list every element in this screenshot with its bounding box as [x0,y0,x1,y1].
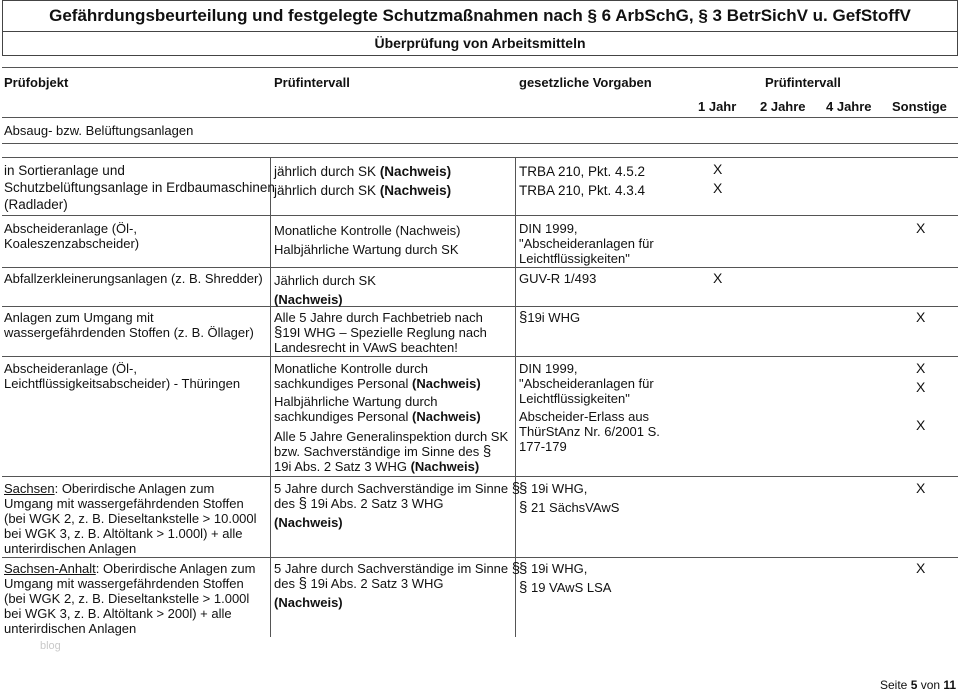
rule [2,117,958,118]
row-4-mark-sonstige: X [916,309,926,325]
section-label: Absaug- bzw. Belüftungsanlagen [4,123,194,138]
row-1-object: in Sortieranlage und Schutzbelüftungsanlage in Erdbaumaschinen (Radlader) [4,163,275,212]
row-6-mark-sonstige: X [916,480,926,496]
col-pruefintervall-group: Prüfintervall [765,75,841,90]
document-title: Gefährdungsbeurteilung und festgelegte Schutzmaßnahmen nach § 6 ArbSchG, § 3 BetrSichV u. GefStoffV [2,0,958,32]
rule [2,215,958,216]
row-4-object: Anlagen zum Umgang mit wassergefährdenden Stoffen (z. B. Öllager) [4,310,254,340]
rule [2,67,958,68]
rule [2,356,958,357]
page-footer: Seite 5 von 11 [880,678,957,692]
row-5-mark-sonstige-2: X [916,379,926,395]
row-2-object: Abscheideranlage (Öl-, Koaleszenzabscheider) [4,221,140,251]
row-1-law: TRBA 210, Pkt. 4.5.2 TRBA 210, Pkt. 4.3.4 [519,164,646,198]
row-6-object: Sachsen: Oberirdische Anlagen zum Umgang mit wassergefährdenden Stoffen (bei WGK 2, z. B. Dieseltankstelle > 10.000l bei WGK 3, z. B. Altöltank > 1.000l) + alle unterirdischen Anlagen [4,481,257,556]
row-6-interval: 5 Jahre durch Sachverständige im Sinne § des § 19i Abs. 2 Satz 3 WHG (Nachweis) [274,480,521,530]
rule [2,476,958,477]
col-2-jahre: 2 Jahre [760,99,806,114]
row-3-law: GUV-R 1/493 [519,271,597,286]
row-5-mark-sonstige-1: X [916,360,926,376]
row-7-interval: 5 Jahre durch Sachverständige im Sinne § des § 19i Abs. 2 Satz 3 WHG (Nachweis) [274,560,521,610]
col-4-jahre: 4 Jahre [826,99,872,114]
row-3-mark-1jahr: X [713,270,723,286]
row-2-law: DIN 1999, "Abscheideranlagen für Leichtflüssigkeiten" [519,221,654,266]
row-4-interval: Alle 5 Jahre durch Fachbetrieb nach §19I WHG – Spezielle Reglung nach Landesrecht in VAwS beachten! [274,310,487,355]
row-7-mark-sonstige: X [916,560,926,576]
row-7-object: Sachsen-Anhalt: Oberirdische Anlagen zum Umgang mit wassergefährdenden Stoffen (bei WGK 2, z. B. Dieseltankstelle > 1.000l bei WGK 3, z. B. Altöltank > 200l) + alle unterirdischen Anlagen [4,561,256,636]
row-4-law: §19i WHG [519,309,581,326]
document-subtitle: Überprüfung von Arbeitsmitteln [2,31,958,56]
watermark-text: blog [40,640,61,652]
column-divider [270,157,271,637]
row-6-law: § 19i WHG, § 21 SächsVAwS [519,480,620,516]
row-3-interval: Jährlich durch SK (Nachweis) [274,273,376,307]
row-5-object: Abscheideranlage (Öl-, Leichtflüssigkeitsabscheider) - Thüringen [4,361,241,391]
col-1-jahr: 1 Jahr [698,99,737,114]
row-2-interval: Monatliche Kontrolle (Nachweis) Halbjährliche Wartung durch SK [274,223,461,257]
row-5-interval: Monatliche Kontrolle durch sachkundiges Personal (Nachweis) Halbjährliche Wartung durch sachkundiges Personal (Nachweis) Alle 5 Jahre Generalinspektion durch SK bzw. Sachverständige im Sinne des § 19i Abs. 2 Satz 3 WHG (Nachweis) [274,361,509,474]
rule [2,557,958,558]
row-5-mark-sonstige-3: X [916,417,926,433]
row-7-law: § 19i WHG, § 19 VAwS LSA [519,560,612,596]
row-2-mark-sonstige: X [916,220,926,236]
col-gesetzliche-vorgaben: gesetzliche Vorgaben [519,75,652,90]
row-1-interval: jährlich durch SK (Nachweis) jährlich durch SK (Nachweis) [274,164,452,198]
row-5-law: DIN 1999, "Abscheideranlagen für Leichtflüssigkeiten" Abscheider-Erlass aus ThürStAnz Nr. 6/2001 S. 177-179 [519,361,660,454]
row-3-object: Abfallzerkleinerungsanlagen (z. B. Shredder) [4,271,263,286]
rule [2,143,958,144]
rule [2,157,958,158]
rule [2,306,958,307]
rule [2,267,958,268]
col-pruefintervall: Prüfintervall [274,75,350,90]
col-sonstige: Sonstige [892,99,947,114]
col-pruefobjekt: Prüfobjekt [4,75,69,90]
row-1-mark-1jahr: X [713,161,723,177]
row-1b-mark-1jahr: X [713,180,723,196]
